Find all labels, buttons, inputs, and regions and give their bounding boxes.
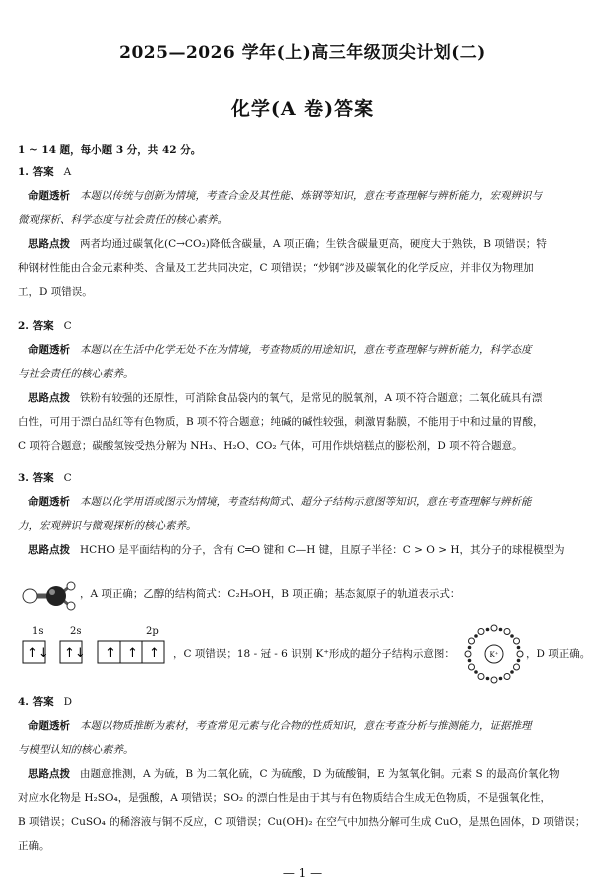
- q3-analysis-l1: 本题以化学用语或图示为情境，考查结构简式、超分子结构示意图等知识，意在考查理解与辨析能: [80, 496, 532, 508]
- q3-analysis: [18, 490, 590, 514]
- q1-answer-line: [18, 160, 590, 184]
- q3-hint-l3b: ，D 项正确。: [526, 648, 591, 660]
- q3-number: 3. 答案: [18, 472, 54, 484]
- analysis-label: 命题透析: [28, 344, 70, 356]
- q1-number: 1. 答案: [18, 166, 54, 178]
- hint-label: 思路点拨: [28, 768, 70, 780]
- q3-analysis-l2: 力，宏观辨识与微观探析的核心素养。: [18, 520, 197, 532]
- q4-answer: D: [63, 696, 73, 708]
- scoring-intro: 1 ~ 14 题，每小题 3 分，共 42 分。: [18, 144, 202, 156]
- q4-number: 4. 答案: [18, 696, 54, 708]
- nitrogen-orbital-diagram-icon: [22, 640, 172, 666]
- svg-text:↑↓: ↑↓: [27, 646, 49, 661]
- q1-hint-l2: 种钢材性能由合金元素种类、含量及工艺共同决定，C 项错误；“炒钢”涉及碳氧化的化学反应，并非仅为物理加: [18, 262, 534, 274]
- q4-hint-l3: B 项错误；CuSO₄ 的稀溶液与铜不反应，C 项错误；Cu(OH)₂ 在空气中加热分解可生成 CuO，是黑色固体，D 项错误；: [18, 816, 586, 828]
- q2-analysis-l2: 与社会责任的核心素养。: [18, 368, 134, 380]
- svg-text:↑: ↑: [105, 646, 116, 661]
- q1-analysis-l1: 本题以传统与创新为情境，考查合金及其性能、炼钢等知识，意在考查理解与辨析能力，宏观辨识与: [80, 190, 542, 202]
- orbital-label-2s: 2s: [70, 626, 82, 637]
- q1-analysis: [18, 184, 590, 208]
- hint-label: 思路点拨: [28, 238, 70, 250]
- orbital-label-1s: 1s: [32, 626, 44, 637]
- q2-hint-l1: 铁粉有较强的还原性，可消除食品袋内的氧气，是常见的脱氧剂，A 项不符合题意；二氧化硫具有漂: [80, 392, 543, 404]
- q4-answer-line: [18, 690, 590, 714]
- page-number: — 1 —: [282, 866, 323, 880]
- svg-text:↑↓: ↑↓: [64, 646, 86, 661]
- exam-subtitle: 化学(A 卷)答案: [230, 98, 375, 120]
- question-1: [18, 160, 590, 304]
- q3-hint-l1: HCHO 是平面结构的分子，含有 C═O 键和 C—H 键，且原子半径：C > O > H，其分子的球棍模型为: [80, 544, 565, 556]
- q3-hint-l2: ，A 项正确；乙醇的结构简式：C₂H₅OH，B 项正确；基态氮原子的轨道表示式：: [80, 588, 461, 600]
- q2-answer-line: [18, 314, 590, 338]
- exam-title: 2025—2026 学年(上)高三年级顶尖计划(二): [119, 43, 486, 63]
- q1-hint-l1: 两者均通过碳氧化(C→CO₂)降低含碳量，A 项正确；生铁含碳量更高，硬度大于熟铁，B 项错误；特: [80, 238, 547, 250]
- q3-orbital-line: [18, 624, 590, 684]
- orbital-label-2p: 2p: [146, 626, 159, 637]
- q4-hint-l4: 正确。: [18, 840, 50, 852]
- ion-label: K⁺: [489, 651, 499, 659]
- q2-analysis-l1: 本题以在生活中化学无处不在为情境，考查物质的用途知识，意在考查理解与辨析能力，科学态度: [80, 344, 532, 356]
- q4-analysis: [18, 714, 590, 738]
- hint-label: 思路点拨: [28, 392, 70, 404]
- q4-analysis-l2: 与模型认知的核心素养。: [18, 744, 134, 756]
- q1-hint-l3: 工，D 项错误。: [18, 286, 93, 298]
- q4-hint-l2: 对应水化物是 H₂SO₄，是强酸，A 项错误；SO₂ 的漂白性是由于其与有色物质结合生成无色物质，不是强氧化性，: [18, 792, 551, 804]
- hint-label: 思路点拨: [28, 544, 70, 556]
- question-2: [18, 314, 590, 458]
- q3-model-line: [18, 580, 590, 612]
- analysis-label: 命题透析: [28, 496, 70, 508]
- q3-answer: C: [63, 472, 72, 484]
- svg-text:↑: ↑: [127, 646, 138, 661]
- q3-hint-l3a: ，C 项错误；18 - 冠 - 6 识别 K⁺形成的超分子结构示意图：: [173, 648, 455, 660]
- question-4: [18, 690, 590, 858]
- q1-analysis-l2: 微观探析、科学态度与社会责任的核心素养。: [18, 214, 228, 226]
- svg-text:↑: ↑: [149, 646, 160, 661]
- q3-hint: [18, 538, 590, 562]
- q2-hint: [18, 386, 590, 410]
- q3-answer-line: [18, 466, 590, 490]
- q1-answer: A: [63, 166, 72, 178]
- q2-hint-l3: C 项符合题意；碳酸氢铵受热分解为 NH₃、H₂O、CO₂ 气体，可用作烘焙糕点的膨松剂，D 项不符合题意。: [18, 440, 523, 452]
- q4-analysis-l1: 本题以物质推断为素材，考查常见元素与化合物的性质知识，意在考查分析与推测能力，证据推理: [80, 720, 532, 732]
- q2-hint-l2: 白性，可用于漂白品红等有色物质，B 项不符合题意；纯碱的碱性较强，刺激胃黏膜，不能用于中和过量的胃酸，: [18, 416, 544, 428]
- q2-answer: C: [63, 320, 72, 332]
- q4-hint-l1: 由题意推测，A 为硫，B 为二氧化硫，C 为硫酸，D 为硫酸铜，E 为氢氧化铜。元素 S 的最高价氧化物: [80, 768, 560, 780]
- q2-analysis: [18, 338, 590, 362]
- analysis-label: 命题透析: [28, 190, 70, 202]
- hcho-ball-stick-model-icon: [18, 580, 78, 612]
- analysis-label: 命题透析: [28, 720, 70, 732]
- crown-ether-k-complex-icon: [464, 624, 524, 684]
- q1-hint: [18, 232, 590, 256]
- question-3: [18, 466, 590, 562]
- q2-number: 2. 答案: [18, 320, 54, 332]
- q4-hint: [18, 762, 590, 786]
